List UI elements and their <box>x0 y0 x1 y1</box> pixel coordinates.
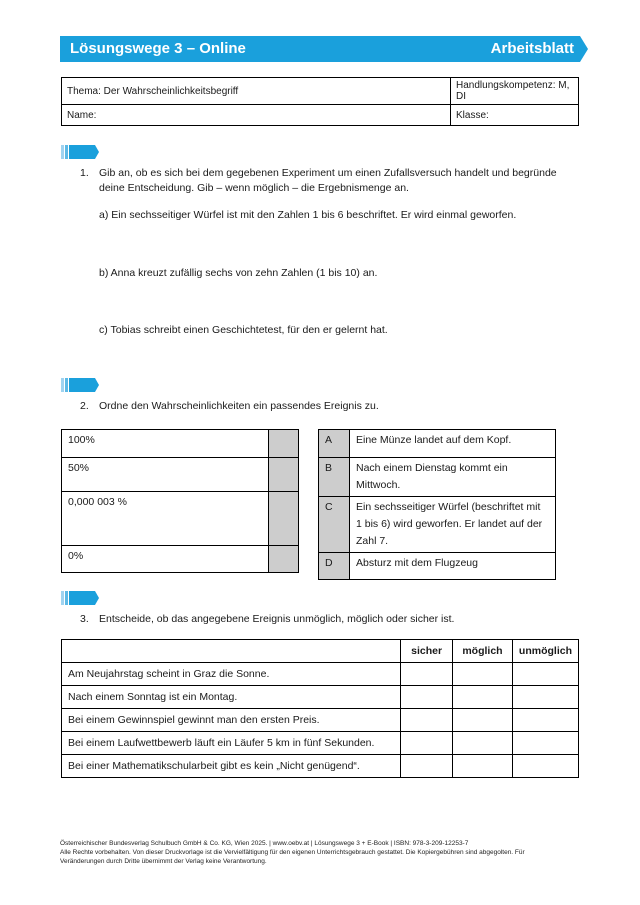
answer-cell[interactable] <box>453 732 513 755</box>
answer-cell[interactable] <box>512 686 578 709</box>
event-line: Mittwoch. <box>356 479 401 491</box>
event-table <box>318 429 556 580</box>
book-title: Lösungswege 3 – Online <box>70 40 246 57</box>
answer-cell[interactable] <box>453 709 513 732</box>
probability-cell: 100% <box>62 430 269 458</box>
header-banner <box>60 36 588 62</box>
empty-header <box>62 640 401 663</box>
event-line: Ein sechsseitiger Würfel (beschriftet mit <box>356 501 541 513</box>
task3-number: 3. <box>80 613 89 625</box>
event-letter: B <box>319 458 350 497</box>
task-marker-icon <box>61 591 99 605</box>
event-line: 1 bis 6) wird geworfen. Er landet auf der <box>356 518 543 530</box>
answer-box[interactable] <box>269 430 299 458</box>
task1-c: c) Tobias schreibt einen Geschichtetest, für den er gelernt hat. <box>99 324 388 336</box>
task1-text <box>99 166 584 196</box>
probability-cell: 50% <box>62 458 269 492</box>
answer-cell[interactable] <box>401 686 453 709</box>
answer-cell[interactable] <box>453 663 513 686</box>
event-line: Nach einem Dienstag kommt ein <box>356 462 508 474</box>
table-row <box>62 709 579 732</box>
task1-line2: deine Entscheidung. Gib – wenn möglich – die Ergebnismenge an. <box>99 182 409 194</box>
column-header: unmöglich <box>512 640 578 663</box>
table-row <box>62 755 579 778</box>
event-text <box>350 553 556 580</box>
table-row <box>62 686 579 709</box>
info-table <box>61 77 579 126</box>
event-line: Zahl 7. <box>356 535 389 547</box>
footer-line: Österreichischer Bundesverlag Schulbuch GmbH & Co. KG, Wien 2025. | www.oebv.at | Lösungswege 3 + E-Book | ISBN: 978-3-209-12253-7 <box>60 840 469 847</box>
answer-cell[interactable] <box>453 755 513 778</box>
event-letter: C <box>319 497 350 553</box>
task-marker-icon <box>61 145 99 159</box>
event-cell: Bei einem Laufwettbewerb läuft ein Läufer 5 km in fünf Sekunden. <box>62 732 401 755</box>
answer-cell[interactable] <box>401 755 453 778</box>
column-header: sicher <box>401 640 453 663</box>
footer-line: Alle Rechte vorbehalten. Von dieser Druckvorlage ist die Vervielfältigung für den eigenen Unterrichtsgebrauch gestattet. Die Kopiergebühren sind abgegolten. Für <box>60 849 525 856</box>
column-header: möglich <box>453 640 513 663</box>
table-row <box>62 732 579 755</box>
answer-box[interactable] <box>269 492 299 546</box>
event-line: Eine Münze landet auf dem Kopf. <box>356 434 512 446</box>
answer-cell[interactable] <box>401 663 453 686</box>
task1-b: b) Anna kreuzt zufällig sechs von zehn Zahlen (1 bis 10) an. <box>99 267 378 279</box>
task3-text: Entscheide, ob das angegebene Ereignis unmöglich, möglich oder sicher ist. <box>99 613 455 625</box>
task1-a: a) Ein sechsseitiger Würfel ist mit den Zahlen 1 bis 6 beschriftet. Er wird einmal geworfen. <box>99 209 517 221</box>
event-text <box>350 497 556 553</box>
class-cell: Klasse: <box>451 105 579 126</box>
event-cell: Nach einem Sonntag ist ein Montag. <box>62 686 401 709</box>
task-marker-icon <box>61 378 99 392</box>
decision-table <box>61 639 579 778</box>
answer-box[interactable] <box>269 546 299 573</box>
answer-cell[interactable] <box>512 663 578 686</box>
event-letter: A <box>319 430 350 458</box>
event-text <box>350 458 556 497</box>
footer-line: Veränderungen durch Dritte übernimmt der Verlag keine Verantwortung. <box>60 858 267 865</box>
task2-number: 2. <box>80 400 89 412</box>
event-cell: Am Neujahrstag scheint in Graz die Sonne. <box>62 663 401 686</box>
event-cell: Bei einer Mathematikschularbeit gibt es kein „Nicht genügend“. <box>62 755 401 778</box>
event-line: Absturz mit dem Flugzeug <box>356 557 478 569</box>
probability-cell: 0% <box>62 546 269 573</box>
sheet-type: Arbeitsblatt <box>490 40 574 57</box>
answer-box[interactable] <box>269 458 299 492</box>
answer-cell[interactable] <box>512 709 578 732</box>
answer-cell[interactable] <box>401 732 453 755</box>
answer-cell[interactable] <box>512 732 578 755</box>
table-row <box>62 663 579 686</box>
name-cell: Name: <box>62 105 451 126</box>
task1-number: 1. <box>80 167 89 179</box>
event-letter: D <box>319 553 350 580</box>
footer <box>60 839 580 866</box>
probability-cell: 0,000 003 % <box>62 492 269 546</box>
answer-cell[interactable] <box>512 755 578 778</box>
topic-cell: Thema: Der Wahrscheinlichkeitsbegriff <box>62 78 451 105</box>
task2-text: Ordne den Wahrscheinlichkeiten ein passendes Ereignis zu. <box>99 400 379 412</box>
competence-cell: Handlungskompetenz: M, DI <box>451 78 579 105</box>
event-text <box>350 430 556 458</box>
event-cell: Bei einem Gewinnspiel gewinnt man den ersten Preis. <box>62 709 401 732</box>
answer-cell[interactable] <box>401 709 453 732</box>
task1-line1: Gib an, ob es sich bei dem gegebenen Experiment um einen Zufallsversuch handelt und begründe <box>99 167 557 179</box>
probability-table <box>61 429 299 573</box>
answer-cell[interactable] <box>453 686 513 709</box>
